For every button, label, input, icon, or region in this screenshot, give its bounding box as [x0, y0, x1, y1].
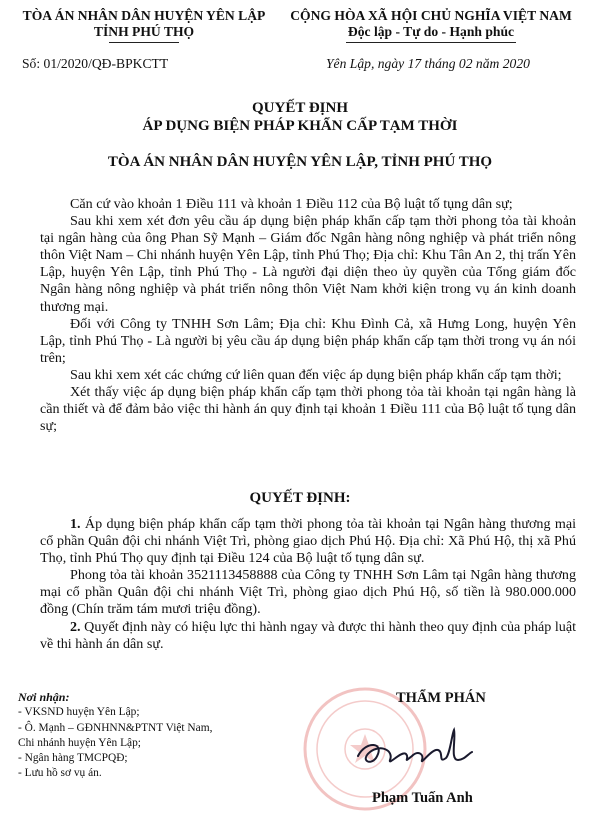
recipient-item: - Ngân hàng TMCPQĐ; [18, 752, 128, 765]
judge-name: Phạm Tuấn Anh [372, 790, 473, 806]
judge-role: THẨM PHÁN [396, 690, 486, 706]
recital-paragraph: Đối với Công ty TNHH Sơn Lâm; Địa chỉ: Khu Đình Cả, xã Hưng Long, huyện Yên Lập, tỉnh Phú Thọ - Là người bị yêu cầu áp dụng biện pháp khẩn cấp tạm thời trong vụ án nói trên; [40, 315, 576, 366]
decision-number: Số: 01/2020/QĐ-BPKCTT [22, 56, 169, 71]
divider-line [346, 42, 516, 43]
recitals [40, 196, 576, 435]
motto: Độc lập - Tự do - Hạnh phúc [347, 24, 515, 39]
doc-subtitle: ÁP DỤNG BIỆN PHÁP KHẨN CẤP TẠM THỜI [142, 118, 458, 134]
recipient-item: - VKSND huyện Yên Lập; [18, 706, 140, 719]
court-name: TÒA ÁN NHÂN DÂN HUYỆN YÊN LẬP [22, 8, 266, 23]
recipient-item: - Ô. Mạnh – GĐNHNN&PTNT Việt Nam, [18, 721, 213, 734]
recipient-item: Chi nhánh huyện Yên Lập; [18, 736, 141, 749]
nation-header [266, 8, 596, 43]
nation-name: CỘNG HÒA XÃ HỘI CHỦ NGHĨA VIỆT NAM [290, 8, 572, 23]
decision-item [40, 619, 576, 653]
issuing-court: TÒA ÁN NHÂN DÂN HUYỆN YÊN LẬP, TỈNH PHÚ THỌ [107, 154, 493, 170]
item-number: 1. [70, 516, 81, 532]
recital-paragraph: Xét thấy việc áp dụng biện pháp khẩn cấp tạm thời phong tỏa tài khoản tại ngân hàng là cần thiết và để đảm bảo việc thi hành án quy định tại khoản 1 Điều 111 của Bộ luật tố tụng dân sự; [40, 384, 576, 435]
decision-item [40, 516, 576, 567]
recipient-item: - Lưu hồ sơ vụ án. [18, 767, 102, 780]
recipients-title: Nơi nhận: [18, 690, 70, 704]
recital-paragraph: Sau khi xem xét đơn yêu cầu áp dụng biện pháp khẩn cấp tạm thời phong tỏa tài khoản tại ngân hàng của ông Phan Sỹ Mạnh – Giám đốc Ngân hàng nông nghiệp và phát triển nông thôn Việt Nam – Chi nhánh huyện Yên Lập, tỉnh Phú Thọ; Địa chỉ: Khu Tân An 2, thị trấn Yên Lập, huyện Yên Lập, tỉnh Phú Thọ - Là người đại diện theo ủy quyền của Tổng giám đốc Ngân hàng nông nghiệp và phát triển nông thôn Việt Nam khởi kiện trong vụ án kinh doanh thương mại. [40, 213, 576, 315]
place-date: Yên Lập, ngày 17 tháng 02 năm 2020 [326, 56, 530, 71]
item-text: Áp dụng biện pháp khẩn cấp tạm thời phong tỏa tài khoản tại Ngân hàng thương mại cổ phần Quân đội chi nhánh Việt Trì, phòng giao dịch Phú Hộ. Địa chỉ: Xã Phú Hộ, thị xã Phú Thọ, tỉnh Phú Thọ quy định tại Điều 124 của Bộ luật tố tụng dân sự. [40, 516, 576, 567]
item-text: Quyết định này có hiệu lực thi hành ngay và được thi hành theo quy định của pháp luật về thi hành án dân sự. [40, 618, 577, 652]
decision-items [40, 516, 576, 653]
doc-title: QUYẾT ĐỊNH [252, 100, 348, 116]
divider-line [109, 42, 179, 43]
court-header [20, 8, 268, 43]
signature-icon [346, 720, 476, 780]
recipients [18, 690, 278, 782]
decision-heading: QUYẾT ĐỊNH: [249, 490, 351, 506]
item-number: 2. [70, 618, 81, 635]
court-province: TỈNH PHÚ THỌ [93, 24, 195, 39]
recital-paragraph: Căn cứ vào khoản 1 Điều 111 và khoản 1 Điều 112 của Bộ luật tố tụng dân sự; [70, 196, 513, 212]
item-text: Phong tỏa tài khoản 3521113458888 của Công ty TNHH Sơn Lâm tại Ngân hàng thương mại cổ phần Quân đội chi nhánh Việt Trì, phòng giao dịch Phú Hộ, số tiền là 980.000.000 đồng (Chín trăm tám mươi triệu đồng). [40, 567, 576, 618]
recital-paragraph: Sau khi xem xét các chứng cứ liên quan đến việc áp dụng biện pháp khẩn cấp tạm thời; [70, 366, 562, 383]
decision-item [40, 567, 576, 618]
